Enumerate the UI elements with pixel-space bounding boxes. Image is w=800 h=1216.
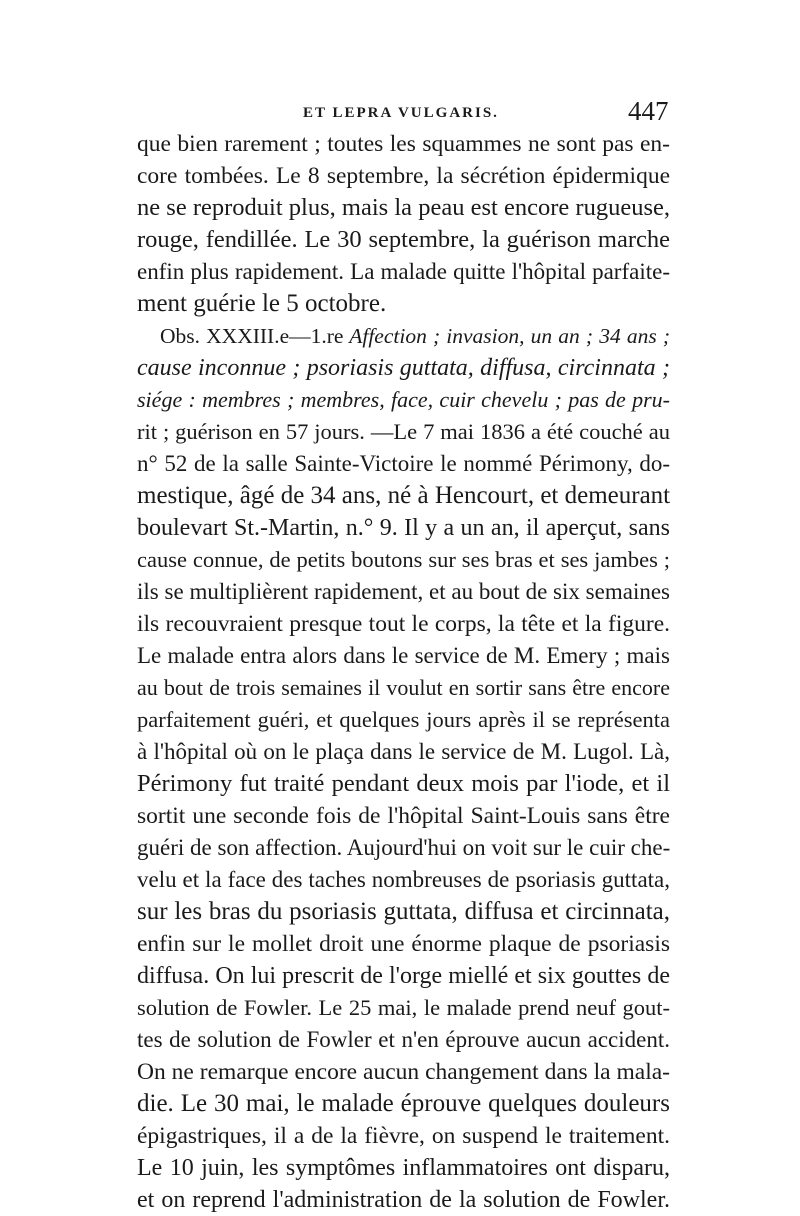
text-line: que bien rarement ; toutes les squammes ne sont pas en-: [137, 131, 670, 157]
text-line: Le malade entra alors dans le service de M. Emery ; mais: [137, 643, 670, 668]
text-line: enfin plus rapidement. La malade quitte l'hôpital parfaite-: [137, 259, 670, 284]
text-line: siége : membres ; membres, face, cuir chevelu ; pas de pru-: [137, 387, 670, 412]
observation-heading: Obs. XXXIII.e—1.re Affection ; invasion, un an ; 34 ans ;: [160, 324, 670, 348]
text-line: solution de Fowler. Le 25 mai, le malade prend neuf gout-: [137, 995, 670, 1020]
text-line: et on reprend l'administration de la solution de Fowler.: [137, 1187, 670, 1213]
text-line: velu et la face des taches nombreuses de psoriasis guttata,: [137, 867, 670, 892]
text-line: On ne remarque encore aucun changement dans la mala-: [137, 1059, 670, 1085]
text-line: core tombées. Le 8 septembre, la sécrétion épidermique: [137, 163, 670, 189]
running-head: ET LEPRA VULGARIS.: [303, 105, 499, 121]
text-line: rit ; guérison en 57 jours. —Le 7 mai 1836 a été couché au: [137, 419, 670, 444]
text-line: rouge, fendillée. Le 30 septembre, la guérison marche: [137, 226, 670, 253]
text-line: mestique, âgé de 34 ans, né à Hencourt, et demeurant: [137, 482, 671, 509]
page-number: 447: [628, 96, 669, 126]
text-line: sortit une seconde fois de l'hôpital Saint-Louis sans être: [137, 803, 670, 829]
text-line: cause connue, de petits boutons sur ses bras et ses jambes ;: [137, 547, 670, 572]
text-line: à l'hôpital où on le plaça dans le service de M. Lugol. Là,: [137, 739, 670, 764]
text-line: Le 10 juin, les symptômes inflammatoires ont disparu,: [137, 1155, 670, 1181]
text-line: guéri de son affection. Aujourd'hui on voit sur le cuir che-: [137, 835, 671, 860]
text-line: ne se reproduit plus, mais la peau est encore rugueuse,: [137, 194, 670, 221]
text-line: ils recouvraient presque tout le corps, la tête et la figure.: [137, 611, 670, 637]
text-line: tes de solution de Fowler et n'en éprouve aucun accident.: [137, 1027, 670, 1052]
text-line: ils se multiplièrent rapidement, et au bout de six semaines: [137, 579, 670, 604]
text-line: diffusa. On lui prescrit de l'orge miellé et six gouttes de: [137, 963, 670, 989]
text-line: die. Le 30 mai, le malade éprouve quelques douleurs: [137, 1090, 670, 1117]
text-line: boulevart St.-Martin, n.° 9. Il y a un an, il aperçut, sans: [137, 515, 670, 541]
text-line: sur les bras du psoriasis guttata, diffusa et circinnata,: [137, 898, 670, 925]
text-line: ment guérie le 5 octobre.: [137, 290, 387, 317]
text-line: parfaitement guéri, et quelques jours après il se représenta: [137, 707, 670, 732]
text-line: cause inconnue ; psoriasis guttata, diffusa, circinnata ;: [137, 355, 670, 381]
text-line: Périmony fut traité pendant deux mois par l'iode, et il: [137, 770, 670, 797]
text-line: n° 52 de la salle Sainte-Victoire le nommé Périmony, do-: [137, 451, 670, 476]
text-line: enfin sur le mollet droit une énorme plaque de psoriasis: [137, 931, 670, 957]
text-line: épigastriques, il a de la fièvre, on suspend le traitement.: [137, 1123, 670, 1149]
text-line: au bout de trois semaines il voulut en sortir sans être encore: [137, 675, 670, 700]
